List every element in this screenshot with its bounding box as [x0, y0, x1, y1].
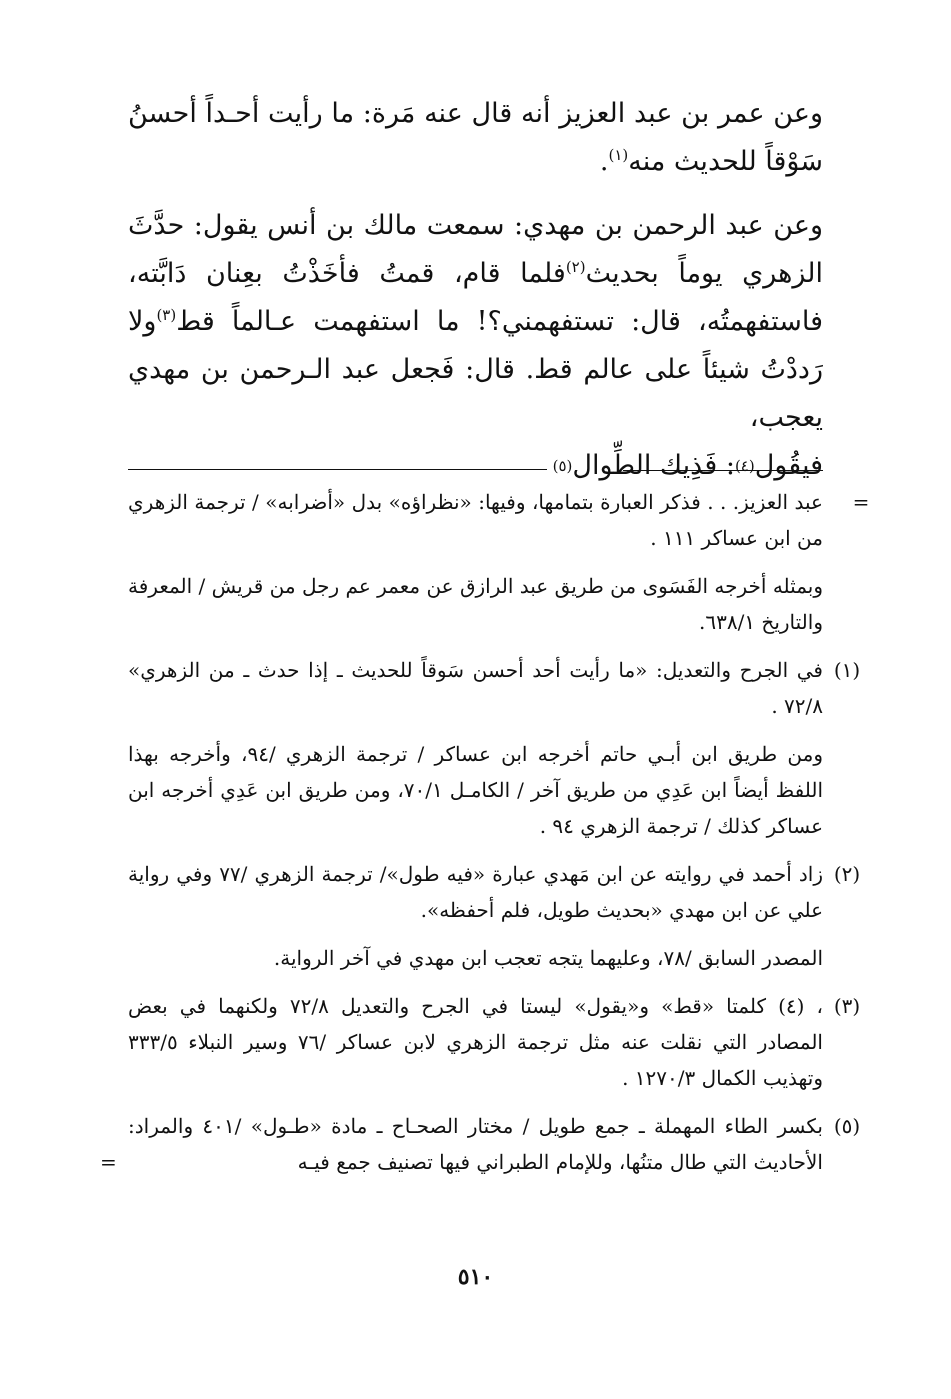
continuation-marker: = [852, 490, 870, 514]
footnote-1-text-b: ومن طريق ابن أبـي حاتم أخرجه ابن عساكر / ترجمة الزهري /٩٤، وأخرجه بهذا اللفظ أيضاً ابن عَدِي من طريق آخر / الكامـل ٧٠/١، ومن طريق ابن عَدِي أخرجه ابن عساكر كذلك / ترجمة الزهري ٩٤ . [128, 742, 824, 838]
paragraph-1-end: . [599, 146, 609, 177]
footnote-1-number: (١) [833, 658, 861, 682]
paragraph-2-text-b: فلما قام، قمتُ فأخَذْتُ بعِنان دَابَّته، فاستفهمتُه، قال: تستفهمني؟! ما استفهمت عـالماً قط [128, 258, 823, 337]
end-of-text-rule [128, 469, 547, 470]
paragraph-2-text-a: وعن عبد الرحمن بن مهدي: سمعت مالك بن أنس يقول: حدَّثَ الزهري يوماً بحديث [128, 210, 823, 289]
footnote-3 [128, 988, 861, 1096]
footnote-5-text [100, 1108, 823, 1180]
footnote-continued-text-a: عبد العزيز. . . فذكر العبارة بتمامها، وفيها: «نظراؤه» بدل «أضرابه» / ترجمة الزهري من ابن عساكر ١١١ . [128, 490, 823, 550]
footnote-continued-b [128, 568, 823, 640]
footnote-3-text: ، (٤) كلمتا «قط» و«يقول» ليستا في الجرح والتعديل ٧٢/٨ ولكنهما في بعض المصادر التي نقلت عنه مثل ترجمة الزهري لابن عساكر /٧٦ وسير النبلاء ٣٣٣/٥ وتهذيب الكمال ١٢٧٠/٣ . [128, 994, 823, 1090]
footnote-5 [100, 1108, 861, 1180]
footnote-ref-1: (١) [608, 146, 629, 164]
paragraph-2-text-c: ولا رَددْتُ شيئاً على عالم قط. قال: فَجعل عبد الـرحمن بن مهدي يعجب، [128, 306, 823, 433]
footnote-ref-3: (٣) [156, 306, 177, 324]
paragraph-2-last-text-b: : فَذِيك الطِّوال [572, 450, 735, 481]
footnote-continued [128, 484, 870, 556]
footnote-continued-text-b: وبمثله أخرجه الفَسَوى من طريق عبد الرازق عن معمر عم رجل من قريش / المعرفة والتاريخ ٦٣٨/١. [128, 574, 823, 634]
footnote-1-b [128, 736, 823, 844]
footnote-2 [128, 856, 861, 928]
page-number: ٥١٠ [457, 1264, 494, 1290]
footnote-3-number: (٣) [833, 994, 861, 1018]
footnote-2-text-b: المصدر السابق /٧٨، وعليهما يتجه تعجب ابن مهدي في آخر الرواية. [273, 946, 823, 970]
footnote-2-b [128, 940, 823, 976]
paragraph-2-last-text-a: فيقُول [754, 450, 823, 481]
paragraph-2 [128, 202, 823, 442]
paragraph-2-last-line: فيقُول (٤) : فَذِيك الطِّوال (٥) [128, 442, 823, 490]
footnote-2-number: (٢) [833, 862, 861, 886]
continuation-end-marker: = [100, 1150, 117, 1174]
footnote-separator [623, 470, 823, 471]
footnote-2-text-a: زاد أحمد في روايته عن ابن مَهدي عبارة «فيه طول»/ ترجمة الزهري /٧٧ وفي رواية علي عن ابن مهدي «بحديث طويل، فلم أحفظه». [128, 862, 824, 922]
main-text [128, 90, 823, 490]
paragraph-1 [128, 90, 823, 186]
footnote-5-text-body: بكسر الطاء المهملة ـ جمع طويل / مختار الصحـاح ـ مادة «طـول» /٤٠١ والمراد: الأحاديث التي طال متنُها، وللإمام الطبراني فيها تصنيف جمع فيـه [128, 1114, 823, 1174]
footnote-5-number: (٥) [833, 1114, 861, 1138]
footnote-1 [128, 652, 861, 724]
footnote-1-text-a: في الجرح والتعديل: «ما رأيت أحد أحسن سَوقاً للحديث ـ إذا حدث ـ من الزهري» ٧٢/٨ . [128, 658, 823, 718]
footnotes [100, 484, 870, 1192]
paragraph-1-text: وعن عمر بن عبد العزيز أنه قال عنه مَرة: ما رأيت أحـداً أحسنُ سَوْقاً للحديث منه [128, 98, 823, 177]
footnote-ref-2: (٢) [565, 258, 586, 276]
